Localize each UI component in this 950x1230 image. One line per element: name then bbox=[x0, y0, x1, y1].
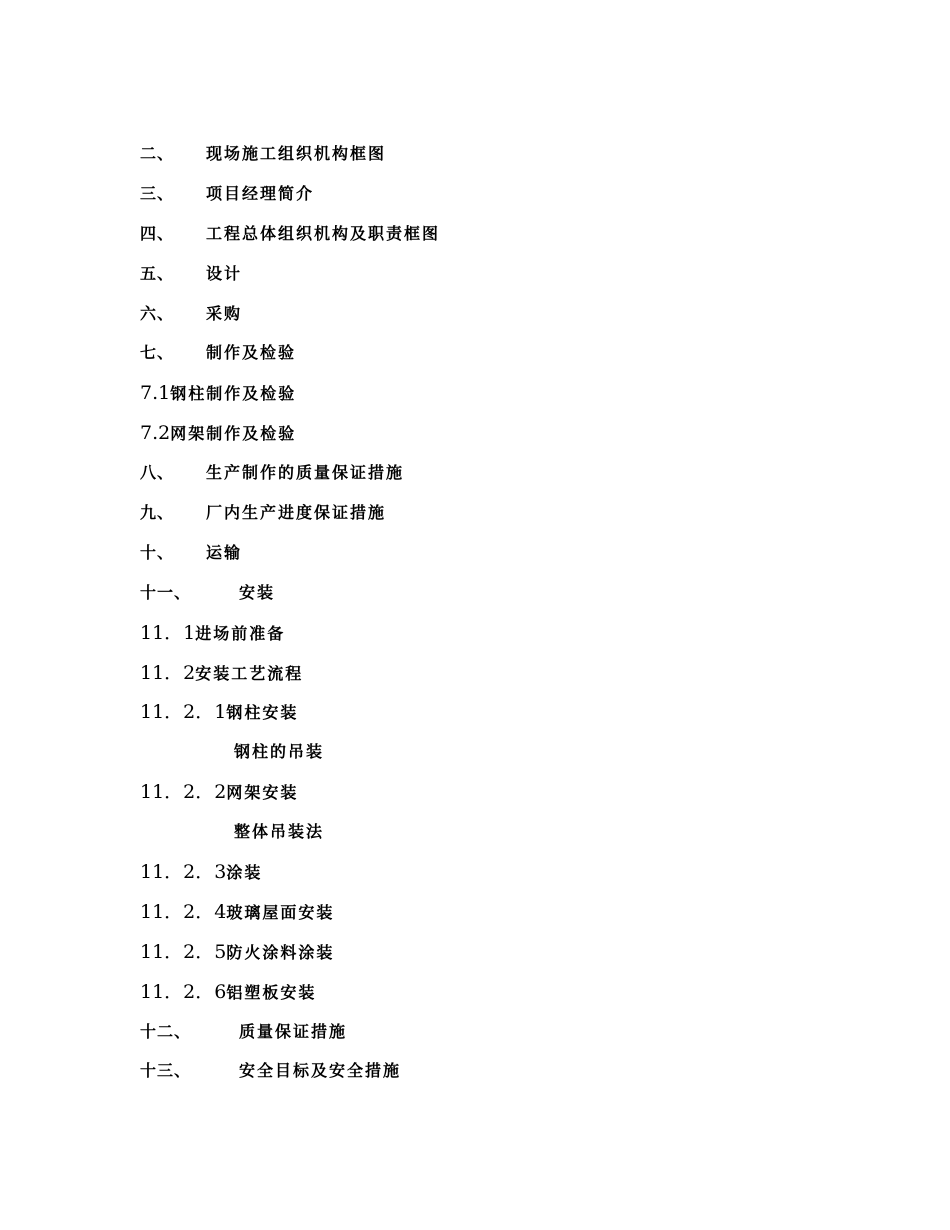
toc-entry bbox=[140, 619, 840, 659]
toc-entry-number: 三、 bbox=[140, 183, 175, 203]
toc-entry-number: 11．2 bbox=[140, 661, 196, 684]
toc-subentry bbox=[140, 738, 840, 778]
toc-entry bbox=[140, 459, 840, 499]
toc-entry bbox=[140, 180, 840, 220]
toc-entry bbox=[140, 1018, 840, 1058]
toc-entry-title: 涂装 bbox=[226, 863, 263, 883]
toc-entry-number: 11．2．1 bbox=[140, 701, 227, 724]
toc-entry-number: 11．2．3 bbox=[140, 861, 227, 884]
toc-entry-number: 11．2．2 bbox=[140, 781, 227, 804]
toc-entry-number: 11．2．5 bbox=[140, 940, 227, 963]
toc-subentry bbox=[140, 818, 840, 858]
toc-entry-title: 防火涂料涂装 bbox=[226, 942, 335, 962]
toc-entry bbox=[140, 140, 840, 180]
toc-entry bbox=[140, 898, 840, 938]
toc-entry bbox=[140, 938, 840, 978]
toc-entry-number: 四、 bbox=[140, 223, 175, 243]
toc-entry bbox=[140, 698, 840, 738]
toc-entry-number: 11．2．6 bbox=[140, 980, 227, 1003]
toc-entry-number: 11．2．4 bbox=[140, 900, 227, 923]
toc-entry bbox=[140, 499, 840, 539]
toc-entry-number: 六、 bbox=[140, 303, 175, 323]
toc-entry-title: 钢柱的吊装 bbox=[234, 742, 325, 762]
toc-entry-number: 7.1 bbox=[140, 382, 171, 405]
toc-entry-number: 七、 bbox=[140, 343, 175, 363]
toc-entry bbox=[140, 1057, 840, 1097]
toc-entry-number: 十、 bbox=[140, 542, 175, 562]
toc-entry-title: 进场前准备 bbox=[195, 623, 286, 643]
toc-entry-title: 工程总体组织机构及职责框图 bbox=[206, 223, 441, 243]
toc-entry bbox=[140, 778, 840, 818]
toc-entry-title: 整体吊装法 bbox=[234, 822, 325, 842]
toc-entry bbox=[140, 260, 840, 300]
toc-entry-number: 十一、 bbox=[140, 582, 192, 602]
toc-entry-number: 二、 bbox=[140, 144, 175, 163]
toc-entry-title: 安装工艺流程 bbox=[195, 663, 304, 683]
toc-entry bbox=[140, 659, 840, 699]
toc-entry-title: 铝塑板安装 bbox=[226, 982, 317, 1002]
toc-entry bbox=[140, 379, 840, 419]
toc-entry-number: 五、 bbox=[140, 263, 175, 283]
table-of-contents bbox=[140, 140, 840, 1097]
toc-entry-title: 设计 bbox=[206, 263, 243, 283]
toc-entry bbox=[140, 419, 840, 459]
toc-entry-title: 网架制作及检验 bbox=[170, 424, 297, 444]
toc-entry bbox=[140, 300, 840, 340]
toc-entry-title: 生产制作的质量保证措施 bbox=[206, 463, 405, 483]
toc-entry bbox=[140, 858, 840, 898]
toc-entry bbox=[140, 220, 840, 260]
toc-entry-number: 十二、 bbox=[140, 1021, 192, 1041]
toc-entry bbox=[140, 339, 840, 379]
toc-entry-title: 安全目标及安全措施 bbox=[239, 1061, 402, 1081]
toc-entry bbox=[140, 539, 840, 579]
toc-entry-title: 采购 bbox=[206, 303, 243, 323]
toc-entry-title: 钢柱安装 bbox=[226, 703, 299, 723]
toc-entry-title: 质量保证措施 bbox=[239, 1021, 348, 1041]
toc-entry-title: 厂内生产进度保证措施 bbox=[206, 503, 387, 523]
toc-entry-title: 玻璃屋面安装 bbox=[226, 902, 335, 922]
toc-entry-number: 八、 bbox=[140, 463, 175, 483]
toc-entry-title: 网架安装 bbox=[226, 783, 299, 803]
toc-entry-number: 11．1 bbox=[140, 621, 196, 644]
toc-entry-title: 安装 bbox=[239, 582, 276, 602]
toc-entry-title: 运输 bbox=[206, 542, 243, 562]
toc-entry-number: 7.2 bbox=[140, 422, 171, 445]
toc-entry-title: 项目经理简介 bbox=[206, 183, 315, 203]
toc-entry-number: 十三、 bbox=[140, 1061, 192, 1081]
toc-entry-title: 钢柱制作及检验 bbox=[170, 384, 297, 404]
toc-entry bbox=[140, 978, 840, 1018]
toc-entry-title: 制作及检验 bbox=[206, 343, 297, 363]
toc-entry bbox=[140, 579, 840, 619]
toc-entry-title: 现场施工组织机构框图 bbox=[206, 144, 387, 163]
toc-entry-number: 九、 bbox=[140, 503, 175, 523]
